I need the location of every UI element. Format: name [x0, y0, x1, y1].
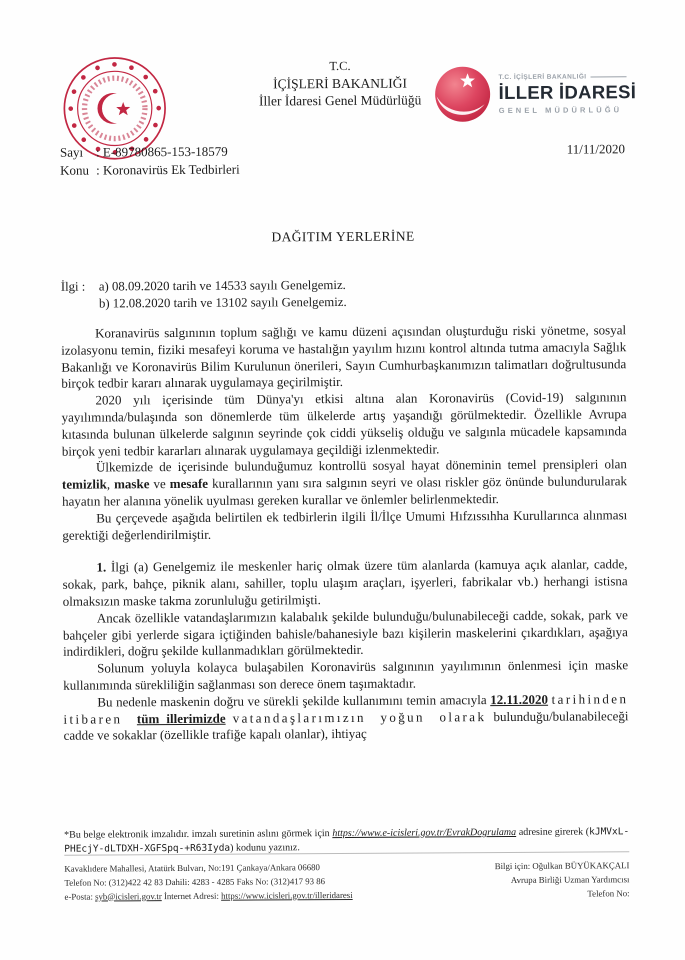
paragraph	[63, 607, 628, 661]
paragraph	[62, 457, 627, 511]
body-paragraphs	[61, 322, 629, 745]
text-segment: adresine girerek (	[516, 826, 590, 838]
footer-left	[64, 861, 352, 904]
sayi-value: : E-89780865-153-18579	[95, 143, 228, 160]
paragraph	[62, 507, 627, 544]
text-segment: bulunduğu/bulanabileceği cadde ve sokaklar (özellikle trafiğe kapalı olanlar), ihtiyaç	[63, 707, 629, 744]
text-segment: kurallarının yanı sıra salgının seyri ve olası riskler göz önünde bulundurularak hayatın her alanına yönelik uyulması gereken kurallar ve önlemler belirlenmektedir.	[62, 473, 628, 509]
text-segment: Kavaklıdere Mahallesi, Atatürk Bulvarı, No:191 Çankaya/Ankara 06680	[64, 862, 320, 874]
text-segment: Telefon No: (312)422 42 83 Dahili: 4283 - 4285 Faks No: (312)417 93 86	[64, 875, 326, 888]
paragraph	[63, 657, 628, 694]
seal-crescent	[97, 93, 117, 124]
references-label: İlgi :	[60, 279, 86, 294]
letterhead-directorate: İller İdaresi Genel Müdürlüğü	[258, 92, 422, 109]
seal-ring-text	[84, 78, 145, 139]
paragraph	[61, 322, 626, 393]
text-segment: mesafe	[169, 475, 209, 492]
text-segment: Koranavirüs salgınının toplum sağlığı ve kamu düzeni açısından oluşturduğu riski yönetme, sosyal izolasyonu temin, fiziki mesafeyi koruma ve hastalığın yayılım hızını kontrol altında tutma amacıyla Sağlık Bakanlığı ve Koronavirüs Bilim Kurulunun önerileri, Sayın Cumhurbaşkanımızın talimatları doğrultusunda birçok tedbir kararı alınarak uygulamaya geçirilmiştir.	[61, 322, 627, 392]
text-segment: ,	[106, 476, 115, 492]
konu-value: : Koronavirüs Ek Tedbirleri	[96, 161, 240, 177]
text-segment: İlgi (a) Genelgemiz ile meskenler hariç olmak üzere tüm alanlarda (kamuya açık alanlar, cadde, sokak, park, bahçe, piknik alanı, sahiller, toplu ulaşım araçları, işyerleri, fabrikalar vb.) herhangi istisna olmaksızın maske takma zorunluluğu getirilmişti.	[62, 556, 628, 609]
text-segment: İnternet Adresi:	[161, 890, 222, 901]
text-segment: 2020 yılı içerisinde tüm Dünya'yı etkisi altına alan Koronavirüs (Covid-19) salgınının yayılımında/bulaşında son dönemlerde tüm ülkelerde artış yaşandığı görülmektedir. Özellikle Avrupa kıtasında bulunan ülkelerde salgının seyrinde çok ciddi yükseliş olduğu ve salgınla mücadele kapsamında birçok yeni tedbir kararları alınarak uygulamaya geçildiği izlenmektedir.	[61, 389, 627, 459]
text-segment: Bu nedenle maskenin doğru ve sürekli şekilde kullanımını temin amacıyla	[97, 691, 491, 710]
text-segment: tarihinden itibaren	[63, 690, 629, 727]
meta-left	[60, 143, 240, 179]
letterhead-ministry: İÇİŞLERİ BAKANLIĞI	[273, 75, 408, 91]
footer-contact-title: Avrupa Birliği Uzman Yardımcısı	[510, 874, 630, 885]
paragraph	[61, 389, 626, 460]
text-segment: ve	[149, 476, 170, 492]
logo-rule	[590, 76, 626, 77]
footer-left-line	[64, 861, 352, 877]
footer-left-line	[65, 889, 353, 905]
text-segment: Solunum yoluyla kolayca bulaşabilen Koronavirüs salgınının yayılımının önlenmesi için maske kullanımında sürekliliğin sağlanması son derece önem taşımaktadır.	[63, 657, 629, 693]
text-segment: Ancak özellikle vatandaşlarımızın kalabalık şekilde bulunduğu/bulunabileceği cadde, sokak, park ve bahçeler gibi yerlerde sigara içtiğinden bahisle/bahanesiyle bazı kişilerin maskelerini çıkardıkları, aşağıya indirdikleri, doğru şekilde kullanmadıkları görülmektedir.	[62, 607, 628, 660]
text-segment: 1.	[96, 559, 107, 575]
letterhead-tc: T.C.	[329, 58, 351, 74]
text-segment: *Bu belge elektronik imzalıdır. imzalı suretinin aslını görmek için	[64, 828, 333, 841]
iller-idaresi-logo	[433, 64, 637, 123]
footer-left-line	[64, 875, 352, 891]
text-segment: e-Posta:	[64, 891, 96, 902]
footer-contact-person: Bilgi için: Oğulkan BÜYÜKAKÇALI	[494, 860, 630, 872]
references-items	[99, 277, 347, 312]
logo-globe-icon	[433, 65, 491, 123]
logo-wordmark	[498, 73, 637, 115]
paragraph	[63, 691, 628, 745]
footer	[64, 859, 629, 904]
text-segment: temizlik	[61, 476, 107, 492]
document-meta	[60, 140, 625, 178]
logo-top-line	[499, 73, 627, 81]
logo-top-text: T.C. İÇİŞLERİ BAKANLIĞI	[498, 73, 587, 81]
konu-line	[60, 160, 240, 179]
reference-item: b) 12.08.2020 tarih ve 13102 sayılı Genelgemiz.	[98, 294, 347, 311]
text-segment: https://www.e-icisleri.gov.tr/EvrakDogrulama	[332, 826, 517, 840]
document-date: 11/11/2020	[566, 141, 626, 157]
sayi-line	[60, 143, 240, 162]
logo-subtitle: GENEL MÜDÜRLÜĞÜ	[498, 104, 623, 115]
text-segment: syb@icisleri.gov.tr	[95, 890, 162, 902]
text-segment: https://www.icisleri.gov.tr/illeridaresi	[221, 889, 353, 901]
text-segment: kJMVxL-PHEcjY-dLTDXH-XGFSpq-+R63Iyda	[64, 826, 630, 855]
footer-right	[495, 859, 630, 901]
text-segment: Ülkemizde de içerisinde bulunduğumuz kontrollü sosyal hayat döneminin temel prensipleri olan	[95, 456, 627, 475]
text-segment: tüm illerimizde	[136, 710, 226, 726]
text-segment: maske	[114, 476, 150, 492]
footer-contact-phone: Telefon No:	[587, 887, 630, 899]
sayi-label: Sayı	[59, 144, 84, 160]
reference-item: a) 08.09.2020 tarih ve 14533 sayılı Genelgemiz.	[98, 277, 346, 294]
text-segment: vatandaşlarımızın yoğun olarak	[232, 708, 487, 726]
text-segment: 12.11.2020	[490, 691, 549, 707]
seal-star	[116, 102, 130, 115]
references-block	[61, 275, 626, 312]
text-segment: ) kodunu yazınız.	[230, 841, 300, 854]
konu-label: Konu	[60, 162, 90, 178]
logo-title: İLLER İDARESİ	[498, 80, 637, 103]
recipient-line: DAĞITIM YERLERİNE	[271, 228, 415, 245]
letterhead	[259, 58, 422, 111]
paragraph	[62, 557, 627, 611]
text-segment: Bu çerçevede aşağıda belirtilen ek tedbirlerin ilgili İl/İlçe Umumi Hıfzıssıhha Kurullarınca alınması gerektiği değerlendirilmiştir.	[62, 507, 628, 543]
